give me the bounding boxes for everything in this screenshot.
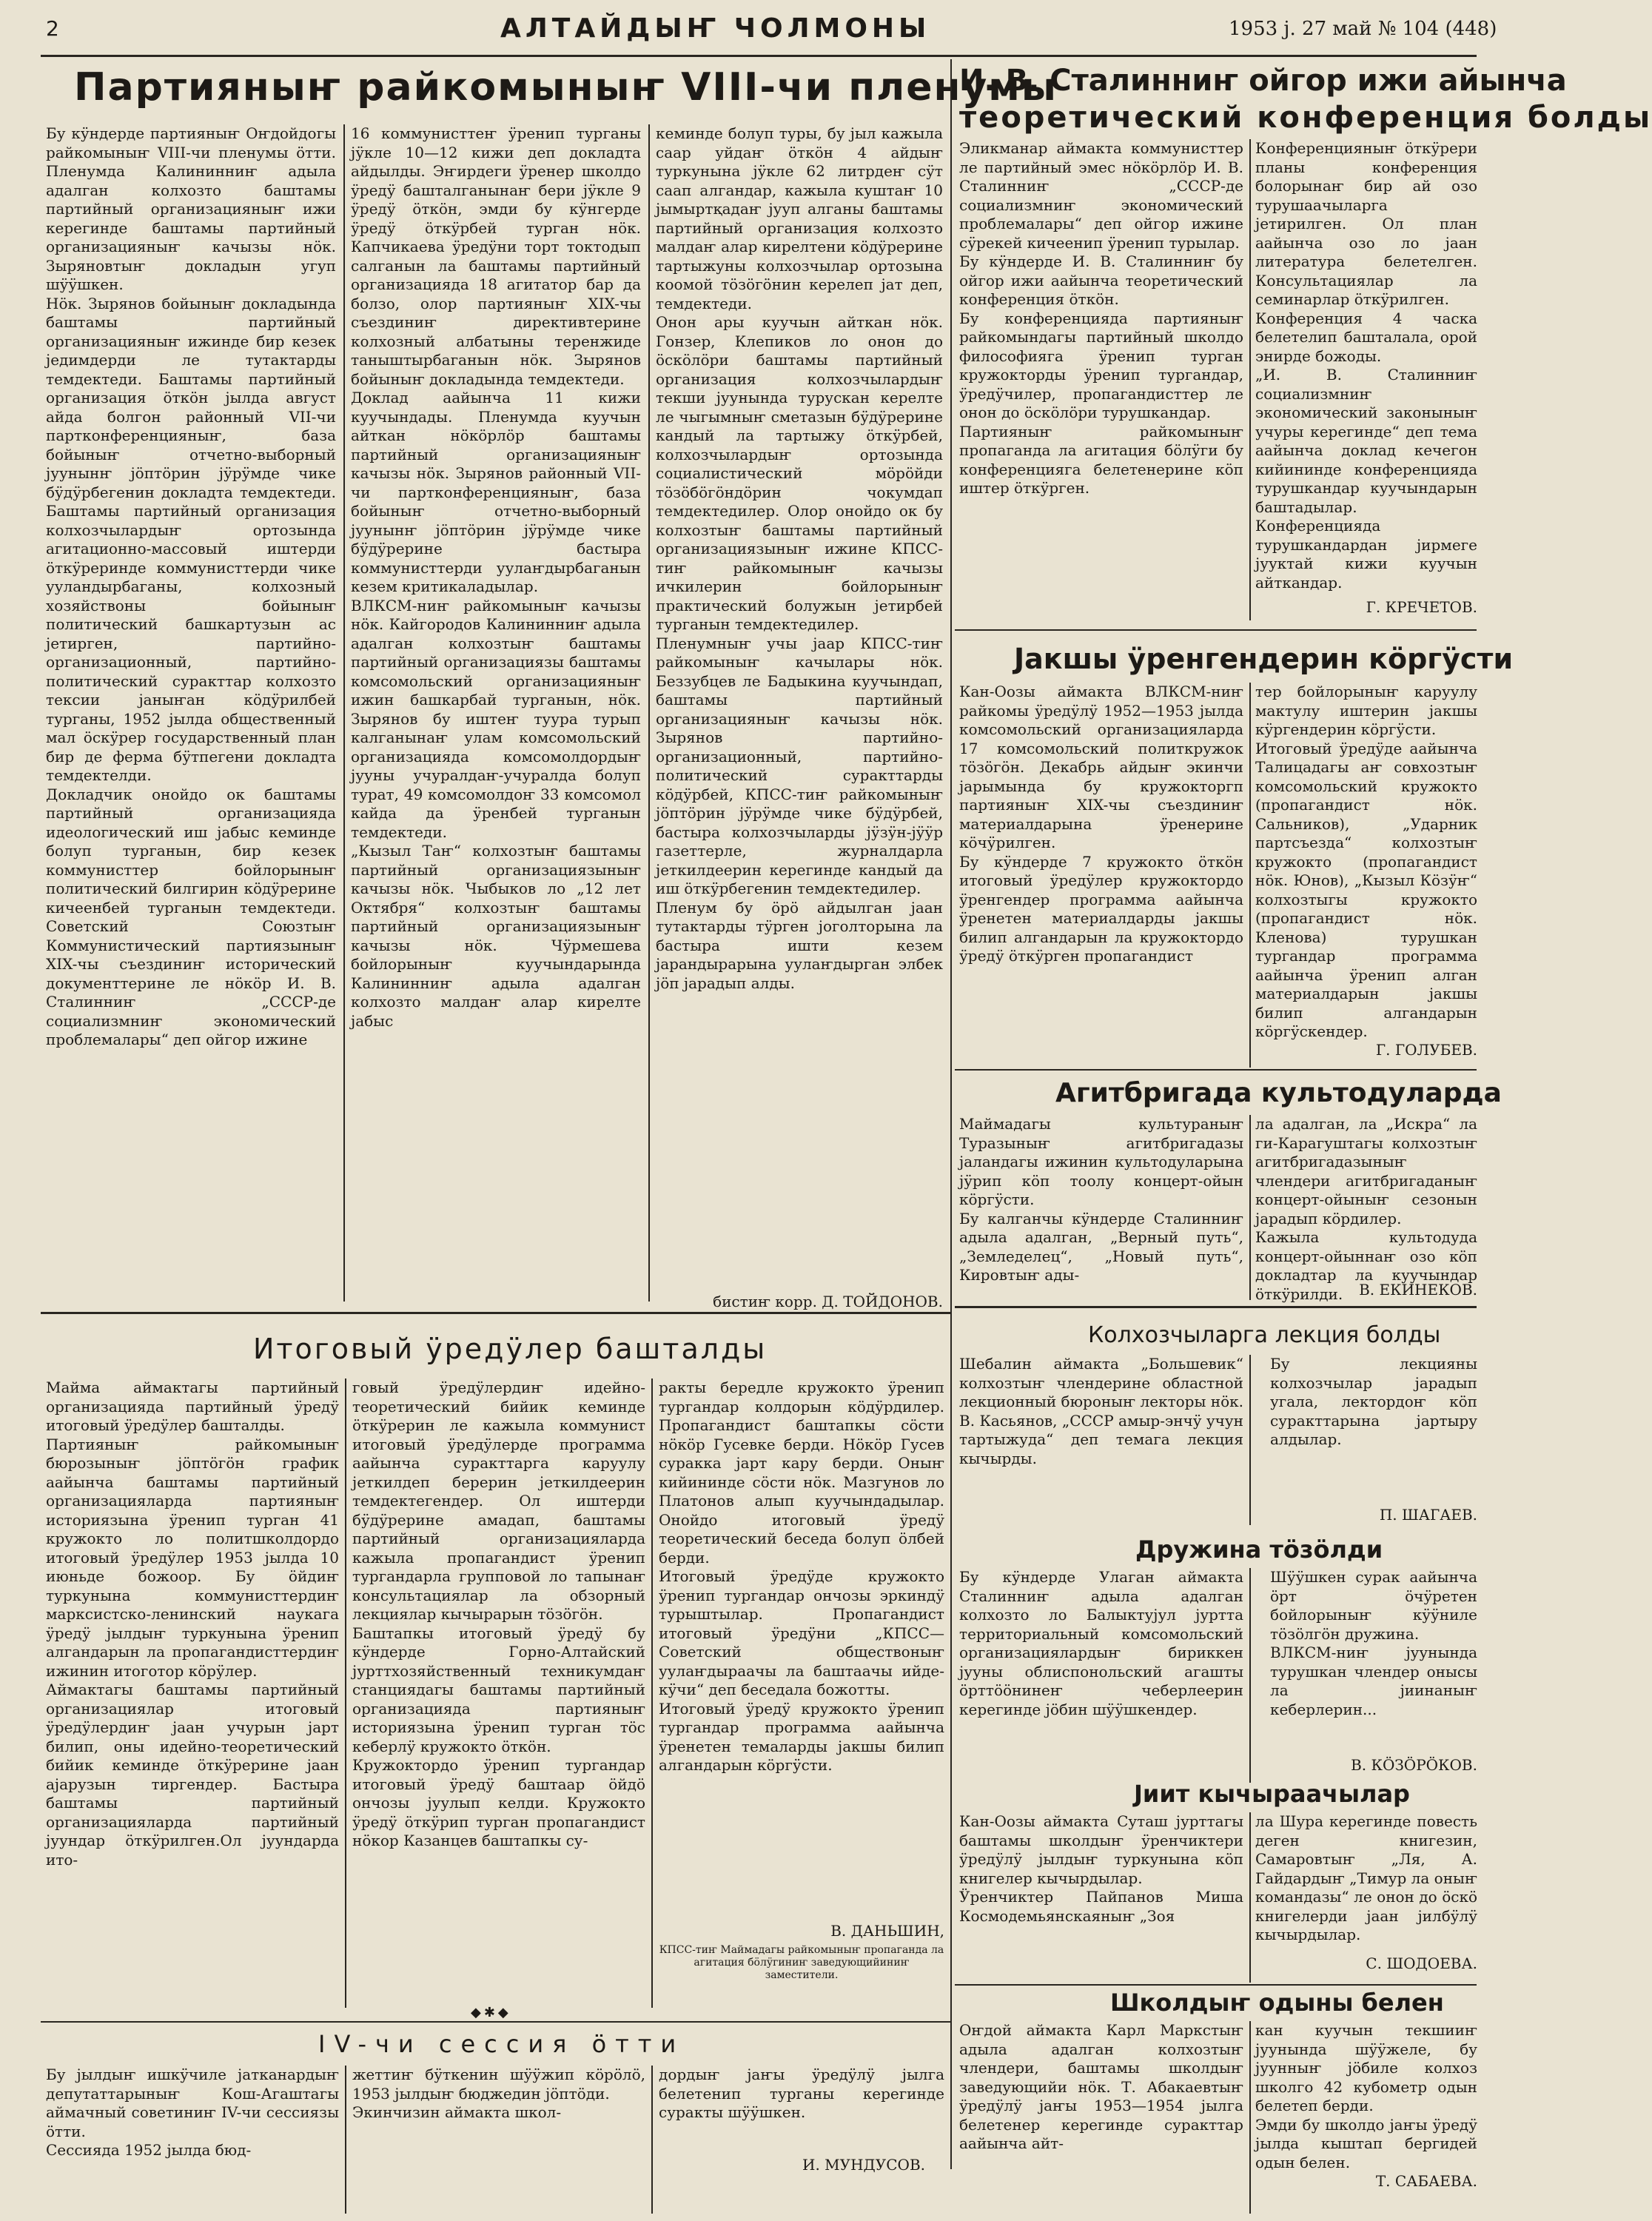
young-readers-headline: Јиит кычыраачылар	[1134, 1780, 1410, 1808]
final-lessons-headline: Итоговый ӱредӱлер башталды	[253, 1333, 768, 1365]
school-col1: Оҥдой аймакта Карл Маркстыҥ адыла адалган колхозтыҥ члендери, баштамы школдыҥ заведующийи нӧк. Т. Абакаевтыҥ ӱредӱлӱ јаҥы 1953—1954 јылга белетенер керегинде суракттар аайынча айт-	[959, 2021, 1243, 2152]
druzhina-headline: Дружина тӧзӧлди	[1135, 1535, 1383, 1564]
session-signature: И. МУНДУСОВ.	[802, 2156, 925, 2174]
agitbrigade-headline: Агитбригада культодуларда	[1055, 1078, 1502, 1108]
column-divider	[1249, 139, 1251, 620]
section-rule	[955, 1306, 1477, 1308]
column-divider	[345, 1379, 346, 2008]
druzhina-col1: Бу кӱндерде Улаган аймакта Сталинниҥ адыла адалган колхозто ло Балыктујул јуртта территориальный комсомольский организациялардыҥ бириккен јууны облиспонольский агашты ӧрттӧӧнинеҥ чеберлеерин керегинде јӧбин шӱӱшкендер.	[959, 1568, 1243, 1718]
session-headline: IV-чи сессия ӧтти	[318, 2030, 685, 2058]
stalin-conf-col1: Эликманар аймакта коммунисттер ле партийный эмес нӧкӧрлӧр И. В. Сталинниҥ „СССР-де социализмниҥ экономический проблемалары“ деп ойгор ижине сӱрекей кичеенип ӱренип турылар. Бу кӱндерде И. В. Сталинниҥ бу ойгор ижи аайынча теоретический конференция ӧткӧн. Бу конференцияда партияныҥ райкомындагы партийный школдо философияга ӱренип турган кружокторды ӱренип тургандар, ӱредӱчилер, пропагандисттер ле онон до ӧскӧлӧри турушкандар. Партияныҥ райкомыныҥ пропаганда ла агитация бӧлӱги бу конференцияга белетенерине кӧп иштер ӧткӱрген.	[959, 139, 1243, 497]
good-students-col2: тер бойлорыныҥ каруулу мактулу иштерин јакшы кӱргендерин кӧргӱсти. Итоговый ӱредӱде аайынча Талицадагы аҥ совхозтыҥ комсомольский кружокто (пропагандист нӧк. Сальников), „Ударник партсъезда“ колхозтыҥ кружокто (пропагандист нӧк. Юнов), „Кызыл Кӧзӱҥ“ колхозтыгы кружокто (пропагандист нӧк. Кленова) турушкан тургандар программа аайынча ӱренип алган материалдарын јакшы билип алгандарын кӧргӱскендер.	[1255, 683, 1477, 1040]
agitbrigade-col2: ла адалган, ла „Искра“ ла ги-Карагуштагы колхозтыҥ агитбригадазыныҥ члендери агитбригаданыҥ концерт-ойыныҥ сезонын јарадып кӧрдилер. Кажыла культодуда концерт-ойыннаҥ озо кӧп докладтар ла куучындар ӧткӱрилди.	[1255, 1115, 1477, 1303]
divider-ornament: ◆✱◆	[471, 2005, 511, 2020]
plenum-col1: Бу кӱндерде партияныҥ Оҥдойдогы райкомыныҥ VIII-чи пленумы ӧтти. Пленумда Калининниҥ адыла адалган колхозто баштамы партийный организацияныҥ ижи керегинде баштамы партийный организацияныҥ качызы нӧк. Зыряновтыҥ докладын угуп шӱӱшкен. Нӧк. Зырянов бойыныҥ докладында баштамы партийный организацияныҥ ижинде бир кезек једимдерди ле тутактарды темдектеди. Баштамы партийный организация ӧткӧн јылда август айда болгон районный VII-чи партконференцияныҥ, база бойыныҥ отчетно-выборный јуунынҥ јӧптӧрин јӱрӱмде чике бӱдӱрбегенин докладта темдектеди. Баштамы партийный организация колхозчылардыҥ ортозында агитационно-массовый иштерди ӧткӱреринде коммунисттерди чике ууландырбаганы, колхозный хозяйствоны бойыныҥ политический башкартузын ас јетирген, партийно-организационный, партийно-политический суракттар колхозто тексии јаныҥан кӧдӱрилбей турганы, 1952 јылда общественный мал ӧскӱрер государственный план бир де ферма бӱтпегени докладта темдектелди. Докладчик онойдо ок баштамы партийный организацияда идеологический иш јабыс кеминде болуп турганын, бир кезек коммунисттер бойлорыныҥ политический билгирин кӧдӱрерине кичеенбей турганын темдектеди. Советский Союзтыҥ Коммунистический партиязыныҥ XIX-чы съездиниҥ исторический документтерине ле нӧкӧр И. В. Сталинниҥ „СССР-де социализмниҥ экономический проблемалары“ деп ойгор ижине	[46, 124, 336, 1048]
plenum-col2: 16 коммунисттеҥ ӱренип турганы јӱкле 10—12 кижи деп докладта айдылды. Эҥирдеги ӱренер школдо ӱредӱ башталганынаҥ бери јӱкле 9 ӱредӱ ӧткӧн, эмди бу кӱнгерде ӱредӱ ӧткӱрбей турган нӧк. Капчикаева ӱредӱни торт токтодып салганын ла баштамы партийный организацияда 18 агитатор бар да болзо, олор партияныҥ XIX-чы съездиниҥ директивтерине колхозный албатыны теренжиде таныштырбаганын нӧк. Зырянов бойыныҥ докладында темдектеди. Доклад аайынча 11 кижи куучындады. Пленумда куучын айткан нӧкӧрлӧр баштамы партийный организацияныҥ качызы нӧк. Зырянов районный VII-чи партконференцияныҥ, база бойыныҥ отчетно-выборный јуунынҥ јӧптӧрин јӱрӱмде чике бӱдӱрерине бастыра коммунисттерди уулаҥдырбаганын кезем критикаладылар. ВЛКСМ-ниҥ райкомыныҥ качызы нӧк. Кайгородов Калининниҥ адыла адалган колхозтыҥ баштамы партийный организациязы баштамы комсомольский организацияныҥ ижин башкарбай турганын, нӧк. Зырянов бу иштеҥ туура турып калганынаҥ улам комсомольский организацияда комсомолдордыҥ јууны учуралдаҥ-учуралда болуп турат, 49 комсомолдоҥ 33 комсомол кайда да ӱренбей турганын темдектеди. „Кызыл Таҥ“ колхозтыҥ баштамы партийный организациязыныҥ качызы нӧк. Чыбыков ло „12 лет Октября“ колхозтыҥ баштамы партийный организациязыныҥ качызы нӧк. Чӱрмешева бойлорыныҥ куучындарында Калининниҥ адыла адалган колхозто малдаҥ алар кирелте јабыс	[351, 124, 641, 1030]
lecture-headline: Колхозчыларга лекция болды	[1088, 1322, 1441, 1348]
good-students-col1: Кан-Оозы аймакта ВЛКСМ-ниҥ райкомы ӱредӱлӱ 1952—1953 јылда комсомольский организацияларда 17 комсомольский политкружок тӧзӧгӧн. Декабрь айдыҥ экинчи јарымында бу кружокторгп партияныҥ XIX-чы съездиниҥ материалдарына ӱренерине кӧчӱрилген. Бу кӱндерде 7 кружокто ӧткӧн итоговый ӱредӱлер кружоктордо ӱренгендер программа аайынча ӱренетен материалдарды јакшы билип алгандарын ла кружоктордо ӱредӱ ӧткӱрген пропагандист	[959, 683, 1243, 965]
column-divider	[343, 124, 345, 1302]
agitbrigade-col1: Маймадагы культураныҥ Туразыныҥ агитбригадазы јаландагы ижинин культодуларына јӱрип кӧп тоолу концерт-ойын кӧргӱсти. Бу калганчы кӱндерде Сталинниҥ адыла адалган, „Верный путь“, „Земледелец“, „Новый путь“, Кировтыҥ ады-	[959, 1115, 1243, 1284]
school-signature: Т. САБАЕВА.	[1375, 2172, 1477, 2190]
final-lessons-col3: ракты бередле кружокто ӱренип тургандар колдорын кӧдӱрдилер. Пропагандист баштапкы сӧсти нӧкӧр Гусевке берди. Нӧкӧр Гусев суракка јарт кару берди. Оныҥ кийининде сӧсти нӧк. Мазгунов ло Платонов алып куучындадылар. Онойдо итоговый ӱредӱ теоретический беседа болуп ӧлбей берди. Итоговый ӱредӱде кружокто ӱренип тургандар ончозы эркиндӱ турыштылар. Пропагандист итоговый ӱредӱни „КПСС—Советский обществоныҥ уулаҥдыраачы ла баштаачы ийде-кӱчи“ деп беседала божотты. Итоговый ӱредӱ кружокто ӱренип тургандар программа аайынча ӱренетен темаларды јакшы билип алгандарын кӧргӱсти.	[659, 1379, 944, 1774]
young-readers-signature: С. ШОДОЕВА.	[1366, 1954, 1477, 1972]
column-divider	[1249, 1115, 1251, 1300]
section-rule	[41, 2021, 951, 2023]
school-headline: Школдыҥ одыны белен	[1110, 1989, 1444, 2017]
section-rule	[955, 629, 1477, 631]
stalin-conf-col2: Конференцияныҥ ӧткӱрери планы конференция болорынаҥ бир ай озо турушаачыларга јетирилген. Ол план аайынча озо ло јаан литература белетелген. Консультациялар ла семинарлар ӧткӱрилген. Конференция 4 часка белетелип башталала, орой энирде божоды. „И. В. Сталинниҥ социализмниҥ экономический законыныҥ учуры керегинде“ деп тема аайынча доклад кечегон кийининде конференцияда турушкандар куучындарын баштадылар. Конференцияда турушкандардан јирмеге јууктай кижи куучын айткандар.	[1255, 139, 1477, 592]
page-column-divider	[950, 59, 952, 2169]
final-lessons-col2: говый ӱредӱлердиҥ идейно-теоретический бийик кеминде ӧткӱрерин ле кажыла коммунист итоговый ӱредӱлерде программа аайынча суракттарга каруулу јеткилдеп берерин јеткилдеерин темдектегендер. Ол иштерди бӱдӱрерине амадап, баштамы партийный организацияларда кажыла пропагандист ӱренип тургандарла групповой ло тапынаҥ консультациялар ла обзорный лекциялар кычырарын тӧзӧгӧн. Баштапкы итоговый ӱредӱ бу кӱндерде Горно-Алтайский јурттхозяйственный техникумдаҥ станциядагы баштамы партийный организацияда партияныҥ историязына ӱренип турган тӧс кеберлӱ кружокто ӧткӧн. Кружоктордо ӱренип тургандар итоговый ӱредӱ баштаар ӧйдӧ ончозы јуулып келди. Кружокто ӱредӱ ӧткӱрип турган пропагандист нӧкор Казанцев баштапкы су-	[352, 1379, 645, 1849]
good-students-signature: Г. ГОЛУБЕВ.	[1375, 1041, 1477, 1059]
newspaper-title: АЛТАЙДЫҤ ЧОЛМОНЫ	[500, 13, 931, 44]
column-divider	[1249, 683, 1251, 1068]
lecture-signature: П. ШАГАЕВ.	[1379, 1506, 1477, 1524]
column-divider	[651, 2066, 653, 2214]
young-readers-col1: Кан-Оозы аймакта Суташ јурттагы баштамы школдыҥ ӱренчиктери ӱредӱлӱ јылдыҥ туркунына кӧп книгелер кычырдылар. Ӱренчиктер Пайпанов Миша Космодемьянскаяныҥ „Зоя	[959, 1812, 1243, 1925]
lecture-col2: Бу лекцияны колхозчылар јарадып угала, лектордоҥ кӧп суракттарына јартыру алдылар.	[1270, 1355, 1477, 1448]
final-lessons-col1: Майма аймактагы партийный организацияда партийный ӱредӱ итоговый ӱредӱлер башталды. Партияныҥ райкомыныҥ бюрозыныҥ јӧптӧгӧн график аайынча баштамы партийный организацияларда партияныҥ историязына ӱренип турган 41 кружокто ло политшколдордо итоговый ӱредӱлер 1953 јылда 10 июньде божоор. Бу ӧйдиҥ туркунына коммунисттердиҥ марксистско-ленинский наукага ӱредӱ јылдыҥ туркунына ӱренип алгандарын ла пропагандисттердиҥ ижинин итоготор кӧрӱлер. Аймактагы баштамы партийный организациялар итоговый ӱредӱлердиҥ јаан учурын јарт билип, оны идейно-теоретический бийик кеминде ӧткӱрерине јаан ајарузын тиргендер. Бастыра баштамы партийный организацияларда партийный јуундар ӧткӱрилген.Ол јуундарда ито-	[46, 1379, 339, 1869]
session-col1: Бу јылдыҥ ишкӱчиле јатканардыҥ депутаттарыныҥ Кош-Агаштагы аймачный советиниҥ IV-чи сессиязы ӧтти. Сессияда 1952 јылда бюд-	[46, 2066, 339, 2159]
column-divider	[345, 2066, 346, 2214]
druzhina-signature: В. КӦЗӦРӦКОВ.	[1351, 1756, 1477, 1774]
column-divider	[1249, 2021, 1251, 2214]
plenum-col3: кеминде болуп туры, бу јыл кажыла саар уйдаҥ ӧткӧн 4 айдыҥ туркунына јӱкле 62 литрдеҥ сӱт саап алгандар, кажыла куштаҥ 10 јымыртқадаҥ јууп алганы баштамы партийный организация колхозто малдаҥ алар кирелтени кӧдӱрерине тартыжуны колхозчылар ортозына коомой тӧзӧгӧнин керелеп јат деп, темдектеди. Онон ары куучын айткан нӧк. Гонзер, Клепиков ло онон до ӧскӧлӧри баштамы партийный организация колхозчылардыҥ текши јуунында турускан керелте ле чыгымныҥ сметазын бӱдӱрерине кандый ла тартыжу ӧткӱрбей, колхозчылардыҥ ортозында социалистический мӧрӧйди тӧзӧбӧгӧндӧрин чокумдап темдектедилер. Олор онойдо ок бу колхозтыҥ баштамы партийный организациязыныҥ ижине КПСС-тиҥ райкомыныҥ качызы ичкилерин бойлорыныҥ практический болужын јетирбей турганын темдектедилер. Пленумныҥ учы јаар КПСС-тиҥ райкомыныҥ качылары нӧк. Беззубцев ле Бадыкина куучындап, баштамы партийный организацияныҥ качызы нӧк. Зырянов партийно-организационный, партийно-политический суракттарды кӧдӱрбей, КПСС-тиҥ райкомыныҥ јӧптӧрин јӱрӱмде чике бӱдӱрбей, бастыра колхозчыларды јӱзӱн-јӱӱр газеттерле, журналдарла јеткилдеерин керегинде кандый да иш ӧткӱрбегенин темдектедилер. Пленум бу ӧрӧ айдылган јаан тутактарды тӱрген јоголторына ла бастыра ишти кезем јарандырарына уулаҥдырган элбек јӧп јарадып алды.	[656, 124, 943, 992]
masthead-rule	[41, 55, 1477, 57]
druzhina-col2: Шӱӱшкен сурак аайынча ӧрт ӧчӱретен бойлорыныҥ кӱӱниле тӧзӧлгӧн дружина. ВЛКСМ-ниҥ јуунында турушкан члендер онысы ла јиинаныҥ кеберлерин...	[1270, 1568, 1477, 1718]
column-divider	[1249, 1568, 1251, 1783]
stalin-conf-signature: Г. КРЕЧЕТОВ.	[1366, 598, 1477, 616]
session-col3: дордыҥ јаҥы ӱредӱлӱ јылга белетенип турганы керегинде суракты шӱӱшкен.	[659, 2066, 944, 2121]
final-lessons-signature: В. ДАНЬШИН,	[830, 1922, 944, 1940]
stalin-conf-headline-2: теоретический конференция болды	[959, 101, 1652, 135]
final-lessons-signature-note: КПСС-тиҥ Маймадагы райкомыныҥ пропаганда ла агитация бӧлӱгиниҥ заведующийиниҥ заместители.	[659, 1944, 944, 1981]
good-students-headline: Јакшы ӱренгендерин кӧргӱсти	[1014, 643, 1514, 675]
plenum-signature: бистиҥ корр. Д. ТОЙДОНОВ.	[713, 1293, 943, 1310]
issue-date: 1953 j. 27 май № 104 (448)	[1229, 18, 1497, 40]
session-col2: жеттиҥ бӱткенин шӱӱжип кӧрӧлӧ, 1953 јылдыҥ бюджедин јӧптӧди. Экинчизин аймакта школ-	[352, 2066, 645, 2121]
section-rule	[955, 1984, 1477, 1986]
school-col2: кан куучын текшииҥ јуунында шӱӱжеле, бу јуунныҥ јӧбиле колхоз школго 42 кубометр одын белетеп берди. Эмди бу школдо јаҥы ӱредӱ јылда кыштап бергидей одын белен.	[1255, 2021, 1477, 2171]
column-divider	[1249, 1355, 1251, 1525]
stalin-conf-headline-1: И. В. Сталинниҥ ойгор ижи айынча	[959, 64, 1567, 98]
column-divider	[651, 1379, 653, 2008]
section-rule	[41, 1312, 951, 1314]
lecture-col1: Шебалин аймакта „Большевик“ колхозтыҥ члендерине областной лекционный бюроныҥ лекторы нӧк. В. Касьянов, „СССР амыр-энчӱ учун тартыжуда“ деп темага лекция кычырды.	[959, 1355, 1243, 1467]
young-readers-col2: ла Шура керегинде повесть деген книгезин, Самаровтыҥ „Ля, А. Гайдардыҥ „Тимур ла оныҥ командазы“ ле онон до ӧскӧ книгелерди јаан јилбӱлӱ кычырдылар.	[1255, 1812, 1477, 1943]
column-divider	[648, 124, 650, 1302]
masthead	[0, 13, 1497, 55]
page-number: 2	[46, 16, 59, 41]
plenum-headline: Партияныҥ райкомыныҥ VIII-чи пленумы	[74, 65, 1058, 110]
column-divider	[1249, 1812, 1251, 1983]
agitbrigade-signature: В. ЕКИНЕКОВ.	[1359, 1281, 1477, 1299]
section-rule	[955, 1069, 1477, 1071]
